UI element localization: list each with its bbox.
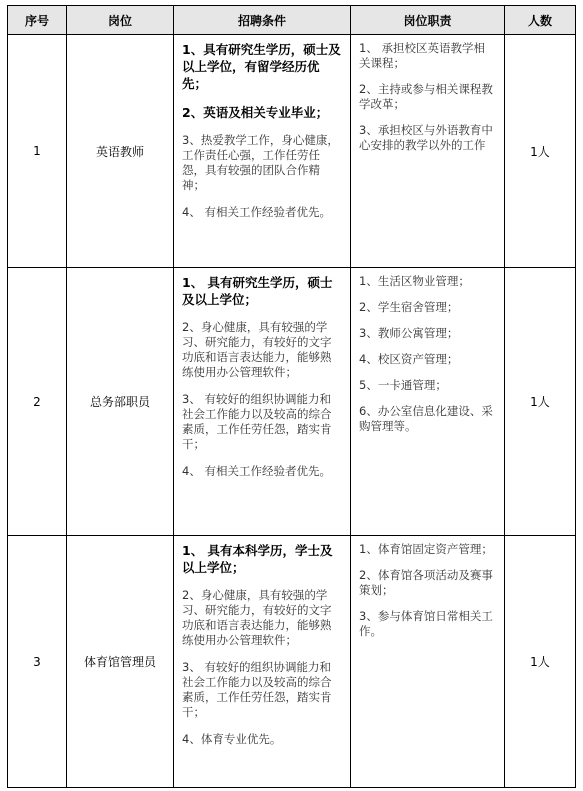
row-count: 1人	[505, 536, 576, 788]
row-index: 3	[8, 536, 67, 788]
duty-item: 6、办公室信息化建设、采购管理等。	[359, 404, 493, 433]
row-position: 总务部职员	[67, 268, 174, 536]
duty-item: 5、一卡通管理；	[359, 378, 447, 392]
row-requirements	[174, 268, 351, 536]
duty-item: 3、承担校区与外语教育中心安排的教学以外的工作	[359, 123, 493, 152]
requirement-item: 2、英语及相关专业毕业；	[182, 105, 329, 120]
row-index: 2	[8, 268, 67, 536]
row-duties	[351, 268, 505, 536]
table-row	[8, 35, 576, 268]
row-index: 1	[8, 35, 67, 268]
row-count: 1人	[505, 35, 576, 268]
requirement-item: 4、体育专业优先。	[182, 732, 282, 746]
row-count: 1人	[505, 268, 576, 536]
duty-item: 2、学生宿舍管理；	[359, 300, 459, 314]
requirement-item: 4、 有相关工作经验者优先。	[182, 205, 331, 219]
duty-item: 3、参与体育馆日常相关工作。	[359, 609, 493, 638]
requirement-item: 2、身心健康，具有较强的学习、研究能力，有较好的文字功底和语言表达能力，能够熟练使用办公管理软件；	[182, 320, 332, 379]
requirement-item: 4、 有相关工作经验者优先。	[182, 464, 331, 478]
header-requirements: 招聘条件	[174, 6, 351, 35]
duty-item: 4、校区资产管理；	[359, 352, 459, 366]
requirement-item: 3、热爱教学工作，身心健康，工作责任心强，工作任劳任怨，具有较强的团队合作精神；	[182, 133, 339, 192]
row-duties	[351, 35, 505, 268]
header-position: 岗位	[67, 6, 174, 35]
header-index: 序号	[8, 6, 67, 35]
duty-item: 1、生活区物业管理；	[359, 274, 470, 288]
duty-item: 3、教师公寓管理；	[359, 326, 459, 340]
duty-item: 2、主持或参与相关课程教学改革；	[359, 82, 493, 111]
table-row	[8, 268, 576, 536]
requirement-item: 3、 有较好的组织协调能力和社会工作能力以及较高的综合素质，工作任劳任怨，踏实肯干；	[182, 660, 332, 719]
requirement-item: 2、身心健康，具有较强的学习、研究能力，有较好的文字功底和语言表达能力，能够熟练使用办公管理软件；	[182, 588, 332, 647]
header-count: 人数	[505, 6, 576, 35]
header-row	[8, 6, 576, 35]
duty-item: 1、体育馆固定资产管理；	[359, 542, 493, 556]
requirement-item: 1、 具有本科学历，学士及以上学位；	[182, 543, 333, 575]
duty-item: 2、体育馆各项活动及赛事策划；	[359, 568, 493, 597]
requirement-item: 1、 具有研究生学历，硕士及以上学位；	[182, 275, 333, 307]
requirement-item: 3、 有较好的组织协调能力和社会工作能力以及较高的综合素质，工作任劳任怨，踏实肯干；	[182, 392, 332, 451]
table-row	[8, 536, 576, 788]
recruitment-table	[7, 5, 576, 788]
row-position: 英语教师	[67, 35, 174, 268]
requirement-item: 1、具有研究生学历，硕士及以上学位，有留学经历优先；	[182, 42, 341, 91]
duty-item: 1、 承担校区英语教学相关课程；	[359, 41, 485, 70]
row-requirements	[174, 35, 351, 268]
header-duties: 岗位职责	[351, 6, 505, 35]
row-requirements	[174, 536, 351, 788]
row-duties	[351, 536, 505, 788]
row-position: 体育馆管理员	[67, 536, 174, 788]
